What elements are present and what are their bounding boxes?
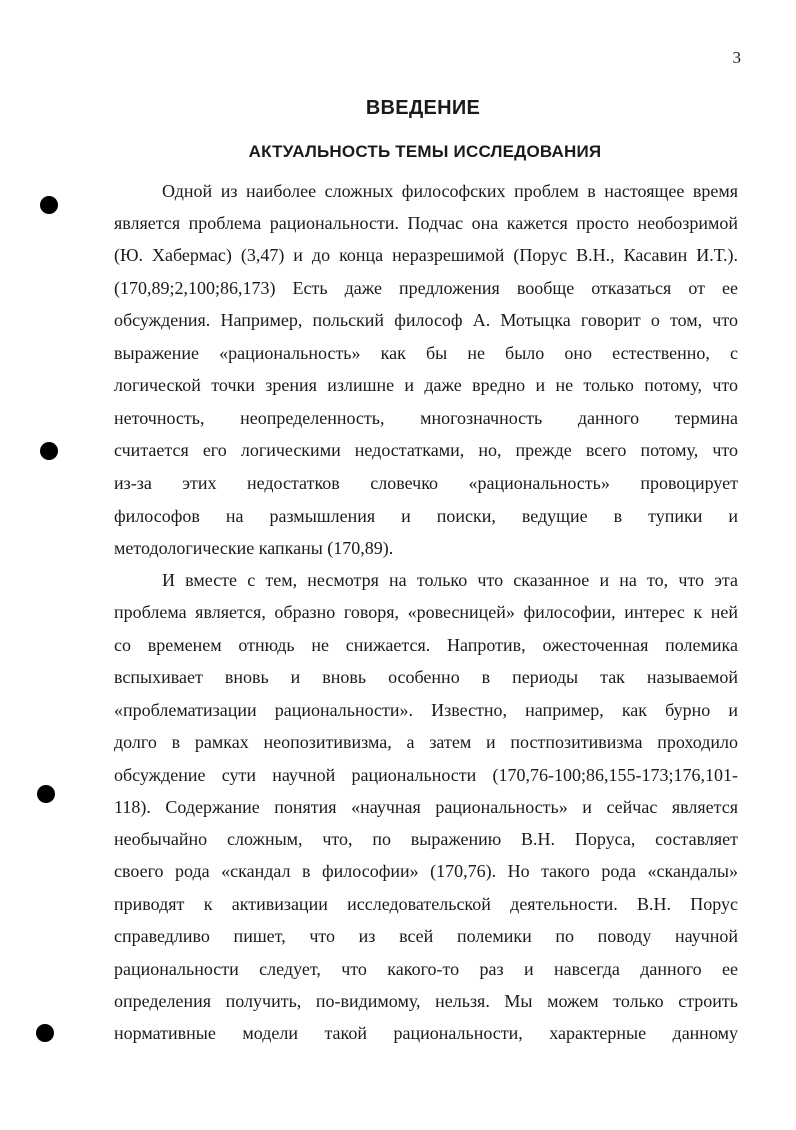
text-line: со временем отнюдь не снижается. Напротив, ожесточенная полемика (114, 635, 738, 655)
text-line: философов на размышления и поиски, ведущие в тупики и (114, 506, 738, 526)
text-line: логической точки зрения излишне и даже вредно и не только потому, что (114, 375, 738, 395)
text-line: определения получить, по-видимому, нельзя. Мы можем только строить (114, 991, 738, 1011)
text-line: выражение «рациональность» как бы не было оно естественно, с (114, 343, 738, 363)
text-line: считается его логическими недостатками, но, прежде всего потому, что (114, 440, 738, 460)
text-line: И вместе с тем, несмотря на только что сказанное и на то, что эта (162, 570, 738, 590)
text-line: неточность, неопределенность, многозначность данного термина (114, 408, 738, 428)
punch-hole (40, 442, 58, 460)
text-line: своего рода «скандал в философии» (170,76). Но такого рода «скандалы» (114, 861, 738, 881)
punch-hole (40, 196, 58, 214)
text-line: является проблема рациональности. Подчас она кажется просто необозримой (114, 213, 738, 233)
text-line: 118). Содержание понятия «научная рациональность» и сейчас является (114, 797, 738, 817)
text-line: обсуждения. Например, польский философ А. Мотыцка говорит о том, что (114, 310, 738, 330)
text-line: методологические капканы (170,89). (114, 538, 394, 558)
text-line: нормативные модели такой рациональности, характерные данному (114, 1023, 738, 1043)
text-line: проблема является, образно говоря, «ровесницей» философии, интерес к ней (114, 602, 738, 622)
text-line: рациональности следует, что какого-то раз и навсегда данного ее (114, 959, 738, 979)
section-heading: ВВЕДЕНИЕ (365, 97, 481, 119)
text-line: (170,89;2,100;86,173) Есть даже предложения вообще отказаться от ее (114, 278, 738, 298)
page-number: 3 (732, 48, 741, 67)
text-line: приводят к активизации исследовательской деятельности. В.Н. Порус (114, 894, 738, 914)
text-line: Одной из наиболее сложных философских проблем в настоящее время (162, 181, 738, 201)
punch-hole (36, 1024, 54, 1042)
text-line: обсуждение сути научной рациональности (170,76-100;86,155-173;176,101- (114, 765, 738, 785)
text-line: из-за этих недостатков словечко «рациональность» провоцирует (114, 473, 738, 493)
text-line: «проблематизации рациональности». Известно, например, как бурно и (114, 700, 738, 720)
punch-hole (37, 785, 55, 803)
text-line: справедливо пишет, что из всей полемики по поводу научной (114, 926, 738, 946)
text-line: вспыхивает вновь и вновь особенно в периоды так называемой (114, 667, 738, 687)
section-subheading: АКТУАЛЬНОСТЬ ТЕМЫ ИССЛЕДОВАНИЯ (248, 142, 602, 161)
text-line: необычайно сложным, что, по выражению В.Н. Поруса, составляет (114, 829, 738, 849)
text-line: (Ю. Хабермас) (3,47) и до конца неразрешимой (Порус В.Н., Касавин И.Т.). (114, 245, 738, 265)
text-line: долго в рамках неопозитивизма, а затем и постпозитивизма проходило (114, 732, 738, 752)
